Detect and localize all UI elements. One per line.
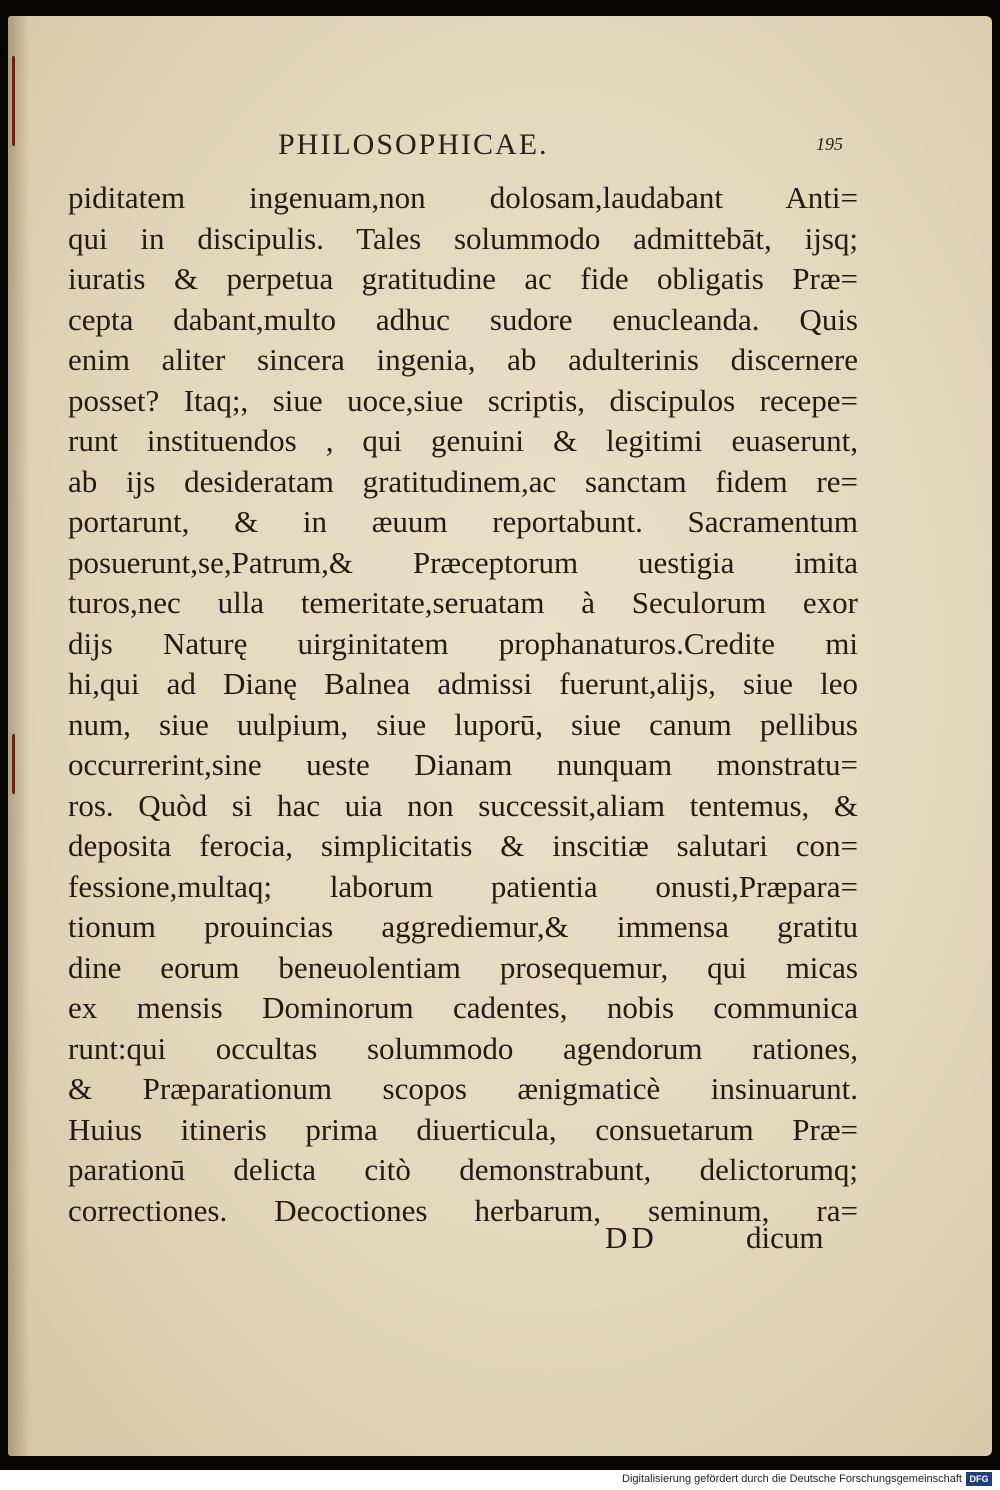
text-line: cepta dabant,multo adhuc sudore enucleanda. Quis <box>68 301 858 337</box>
digitization-credit: Digitalisierung gefördert durch die Deutsche Forschungsgemeinschaft <box>622 1473 962 1485</box>
running-head: PHILOSOPHICAE. <box>278 128 549 161</box>
binding-thread-mark <box>12 734 15 794</box>
body-text <box>68 178 858 1231</box>
dfg-logo: DFG <box>966 1472 992 1486</box>
catchline <box>8 1220 992 1264</box>
text-line: hi,qui ad Dianę Balnea admissi fuerunt,alijs, siue leo <box>68 666 858 701</box>
text-line: parationū delicta citò demonstrabunt, delictorumq; <box>68 1152 858 1187</box>
text-line: ros. Quòd si hac uia non successit,aliam tentemus, & <box>68 787 858 823</box>
text-line: qui in discipulis. Tales solummodo admittebāt, ijsq; <box>68 220 858 256</box>
text-line: ex mensis Dominorum cadentes, nobis communica <box>68 990 858 1025</box>
text-line: fessione,multaq; laborum patientia onusti,Præpara= <box>68 868 858 904</box>
text-line: dine eorum beneuolentiam prosequemur, qui micas <box>68 949 858 985</box>
text-line: posset? Itaq;, siue uoce,siue scriptis, discipulos recepe= <box>68 382 858 418</box>
page-number: 195 <box>816 134 843 154</box>
text-line: tionum prouincias aggrediemur,& immensa gratitu <box>68 909 858 944</box>
text-line: occurrerint,sine ueste Dianam nunquam monstratu= <box>68 747 858 782</box>
text-line: runt:qui occultas solummodo agendorum rationes, <box>68 1030 858 1066</box>
text-line: Huius itineris prima diuerticula, consuetarum Præ= <box>68 1111 858 1147</box>
text-line: portarunt, & in æuum reportabunt. Sacramentum <box>68 504 858 539</box>
text-line: iuratis & perpetua gratitudine ac fide obligatis Præ= <box>68 261 858 296</box>
text-line: turos,nec ulla temeritate,seruatam à Seculorum exor <box>68 585 858 620</box>
text-line: runt instituendos , qui genuini & legitimi euaserunt, <box>68 423 858 458</box>
catchword: dicum <box>746 1220 824 1255</box>
text-line: enim aliter sincera ingenia, ab adulterinis discernere <box>68 342 858 377</box>
text-line: deposita ferocia, simplicitatis & inscitiæ salutari con= <box>68 828 858 863</box>
text-line: posuerunt,se,Patrum,& Præceptorum uestigia imita <box>68 544 858 580</box>
text-line: ab ijs desideratam gratitudinem,ac sanctam fidem re= <box>68 463 858 499</box>
text-line: num, siue uulpium, siue luporū, siue canum pellibus <box>68 706 858 742</box>
text-line: dijs Naturę uirginitatem prophanaturos.Credite mi <box>68 625 858 661</box>
book-page <box>8 16 992 1456</box>
text-line: & Præparationum scopos ænigmaticè insinuarunt. <box>68 1071 858 1106</box>
text-line: correctiones. Decoctiones herbarum, seminum, ra= <box>68 1192 858 1228</box>
text-line: piditatem ingenuam,non dolosam,laudabant Anti= <box>68 180 858 215</box>
page-header <box>8 128 992 168</box>
signature-mark: DD <box>605 1220 658 1255</box>
